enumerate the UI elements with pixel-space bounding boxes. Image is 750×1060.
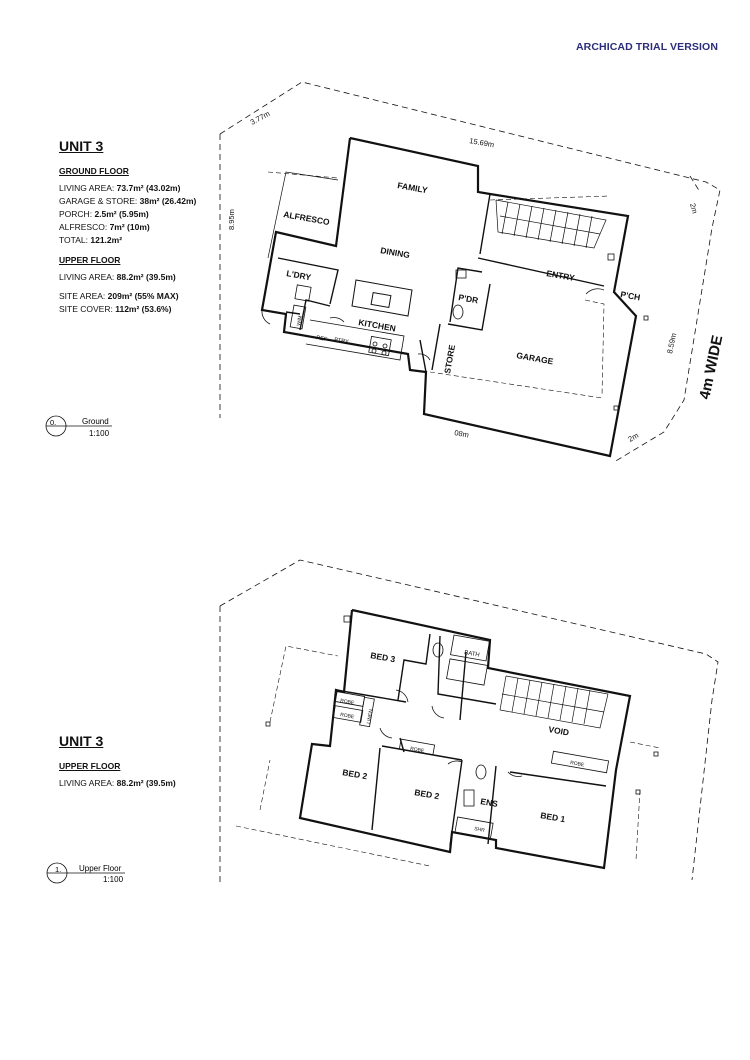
upper-heading: UPPER FLOOR [59, 761, 121, 771]
room-dining: DINING [379, 245, 411, 261]
room-linen: LINEN [366, 708, 375, 725]
upper-stairs [500, 676, 608, 728]
unit-title-upper: UNIT 3 [59, 733, 104, 749]
room-robe-b: ROBE [339, 712, 355, 721]
area-row-alfresco: ALFRESCO: 7m² (10m) [59, 222, 150, 232]
kitchen-island [352, 280, 412, 316]
room-alfresco: ALFRESCO [282, 209, 331, 228]
dim-859: 8.59m [665, 332, 679, 355]
room-family: FAMILY [396, 180, 429, 196]
dim-2m-top: 2m [688, 202, 700, 215]
room-garage: GARAGE [515, 350, 555, 367]
area-row-total: TOTAL: 121.2m² [59, 235, 123, 245]
room-ref: REF [315, 335, 328, 343]
upper-building-walls [300, 610, 630, 868]
dim-08m: 08m [453, 428, 470, 440]
room-bed1: BED 1 [539, 810, 567, 825]
area-row-site-area: SITE AREA: 209m² (55% MAX) [59, 291, 179, 301]
room-robe-d: ROBE [569, 760, 585, 769]
dim-1569: 15.69m [468, 136, 495, 150]
ground-tag-number: 0. [50, 418, 57, 427]
room-kitchen: KITCHEN [357, 317, 397, 334]
bath-fixtures [433, 635, 493, 839]
room-pch: P'CH [619, 289, 642, 303]
room-robe-c: ROBE [409, 746, 425, 755]
trial-watermark: ARCHICAD TRIAL VERSION [575, 41, 718, 53]
upper-view-tag [47, 863, 125, 884]
upper-door-swings [380, 690, 522, 777]
room-entry: ENTRY [545, 268, 576, 283]
room-wm: W/M [296, 315, 304, 327]
room-bed2-left: BED 2 [341, 767, 369, 782]
dim-895: 8.95m [227, 209, 236, 230]
room-store: STORE [442, 343, 458, 375]
dim-377: 3.77m [248, 109, 272, 127]
upper-tag-scale: 1:100 [103, 875, 124, 884]
street-label: 4m WIDE [696, 333, 727, 401]
room-ptry: PTRY [333, 337, 350, 346]
room-pdr: P'DR [457, 292, 480, 306]
upper-floor-plan [220, 560, 718, 886]
room-robe-a: ROBE [339, 698, 355, 707]
room-bed3: BED 3 [369, 650, 397, 665]
upper-floor-heading: UPPER FLOOR [59, 255, 121, 265]
area-row-living: LIVING AREA: 73.7m² (43.02m) [59, 183, 181, 193]
room-bath: BATH [463, 650, 481, 659]
ground-tag-name: Ground [82, 417, 109, 426]
room-void: VOID [547, 724, 570, 738]
upper-tag-name: Upper Floor [79, 864, 122, 873]
dim-2m-bottom: 2m [626, 430, 641, 444]
room-bed2-right: BED 2 [413, 787, 441, 802]
upper-tag-number: 1. [55, 865, 62, 874]
ground-view-tag [46, 416, 112, 438]
ground-floor-heading: GROUND FLOOR [59, 166, 129, 176]
unit-title: UNIT 3 [59, 138, 104, 154]
area-row-site-cover: SITE COVER: 112m² (53.6%) [59, 304, 172, 314]
upper-site-boundary [220, 560, 718, 886]
area-row-upper-living: LIVING AREA: 88.2m² (39.5m) [59, 272, 176, 282]
room-ens: ENS [479, 796, 499, 810]
area-row-porch: PORCH: 2.5m² (5.95m) [59, 209, 149, 219]
ground-stairs [496, 200, 606, 248]
room-ldry: L'DRY [285, 268, 312, 283]
door-swings [262, 289, 604, 360]
building-walls [262, 138, 636, 456]
upper-room-labels [340, 650, 586, 834]
room-shr: SHR [473, 826, 486, 834]
area-row-upper: LIVING AREA: 88.2m² (39.5m) [59, 778, 176, 788]
ground-tag-scale: 1:100 [89, 429, 110, 438]
area-row-garage: GARAGE & STORE: 38m² (26.42m) [59, 196, 197, 206]
